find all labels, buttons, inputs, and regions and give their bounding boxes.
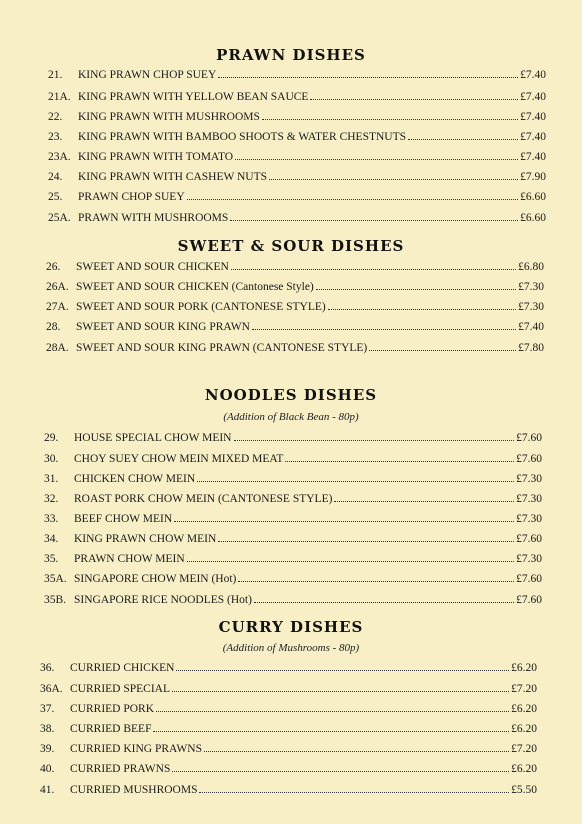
menu-item: [46, 319, 544, 335]
item-name: CURRIED BEEF: [70, 723, 152, 735]
item-price: £6.60: [520, 212, 546, 224]
section-title-sweet-sour: SWEET & SOUR DISHES: [177, 237, 405, 255]
dot-leader: [238, 571, 514, 582]
section-title-prawn: PRAWN DISHES: [216, 46, 366, 64]
item-price: £7.40: [520, 69, 546, 81]
dot-leader: [252, 319, 516, 330]
item-name: KING PRAWN WITH BAMBOO SHOOTS & WATER CHESTNUTS: [78, 131, 407, 143]
item-price: £5.50: [511, 784, 537, 796]
item-price: £7.30: [516, 493, 542, 505]
item-number: 27A.: [46, 301, 69, 313]
item-name: CURRIED PRAWNS: [70, 763, 171, 775]
item-name: CURRIED CHICKEN: [70, 662, 175, 674]
item-name: SWEET AND SOUR CHICKEN (Cantonese Style): [76, 281, 314, 293]
dot-leader: [269, 169, 518, 180]
dot-leader: [316, 279, 516, 290]
menu-item: [40, 721, 537, 737]
item-number: 29.: [44, 432, 59, 444]
dot-leader: [230, 210, 518, 221]
dot-leader: [328, 299, 516, 310]
item-name: KING PRAWN WITH TOMATO: [78, 151, 234, 163]
item-name: CURRIED PORK: [70, 703, 155, 715]
item-number: 26.: [46, 261, 61, 273]
dot-leader: [310, 89, 518, 100]
menu-item: [48, 189, 546, 205]
menu-item: [48, 210, 546, 226]
dot-leader: [197, 471, 514, 482]
section-title-curry: CURRY DISHES: [218, 618, 364, 636]
item-number: 35B.: [44, 594, 67, 606]
menu-item: [40, 761, 537, 777]
menu-item: [48, 129, 546, 145]
item-number: 23.: [48, 131, 63, 143]
dot-leader: [153, 721, 509, 732]
menu-item: [46, 340, 544, 356]
item-name: KING PRAWN CHOW MEIN: [74, 533, 217, 545]
item-price: £6.20: [511, 723, 537, 735]
item-name: SINGAPORE RICE NOODLES (Hot): [74, 594, 252, 606]
item-price: £7.40: [520, 91, 546, 103]
menu-item: [44, 592, 542, 608]
item-name: CURRIED MUSHROOMS: [70, 784, 198, 796]
item-price: £7.30: [518, 301, 544, 313]
item-price: £6.60: [520, 191, 546, 203]
item-number: 26A.: [46, 281, 69, 293]
item-number: 32.: [44, 493, 59, 505]
item-name: SWEET AND SOUR PORK (CANTONESE STYLE): [76, 301, 326, 313]
menu-item: [40, 660, 537, 676]
dot-leader: [234, 430, 515, 441]
item-name: KING PRAWN CHOP SUEY: [78, 69, 217, 81]
menu-item: [44, 471, 542, 487]
menu-item: [44, 491, 542, 507]
item-number: 34.: [44, 533, 59, 545]
item-name: HOUSE SPECIAL CHOW MEIN: [74, 432, 232, 444]
item-number: 24.: [48, 171, 63, 183]
item-price: £7.60: [516, 573, 542, 585]
item-price: £7.20: [511, 683, 537, 695]
item-name: ROAST PORK CHOW MEIN (CANTONESE STYLE): [74, 493, 333, 505]
dot-leader: [172, 761, 509, 772]
item-price: £7.60: [516, 432, 542, 444]
item-name: CHICKEN CHOW MEIN: [74, 473, 196, 485]
item-price: £7.40: [518, 321, 544, 333]
item-number: 39.: [40, 743, 55, 755]
item-price: £6.20: [511, 763, 537, 775]
dot-leader: [176, 660, 509, 671]
dot-leader: [285, 451, 514, 462]
menu-item: [48, 149, 546, 165]
menu-item: [44, 551, 542, 567]
item-price: £7.40: [520, 131, 546, 143]
item-number: 33.: [44, 513, 59, 525]
item-number: 41.: [40, 784, 55, 796]
item-number: 40.: [40, 763, 55, 775]
item-name: BEEF CHOW MEIN: [74, 513, 173, 525]
dot-leader: [369, 340, 516, 351]
menu-item: [46, 279, 544, 295]
item-number: 28A.: [46, 342, 69, 354]
item-name: PRAWN WITH MUSHROOMS: [78, 212, 229, 224]
dot-leader: [235, 149, 518, 160]
dot-leader: [174, 511, 514, 522]
item-price: £6.80: [518, 261, 544, 273]
menu-item: [48, 109, 546, 125]
item-number: 22.: [48, 111, 63, 123]
menu-item: [48, 67, 546, 83]
item-number: 36.: [40, 662, 55, 674]
dot-leader: [218, 531, 514, 542]
menu-item: [40, 741, 537, 757]
item-name: KING PRAWN WITH CASHEW NUTS: [78, 171, 268, 183]
item-price: £7.40: [520, 111, 546, 123]
item-number: 25.: [48, 191, 63, 203]
item-price: £7.30: [516, 553, 542, 565]
item-price: £7.60: [516, 594, 542, 606]
item-number: 25A.: [48, 212, 71, 224]
item-price: £7.20: [511, 743, 537, 755]
dot-leader: [199, 782, 509, 793]
item-name: SWEET AND SOUR CHICKEN: [76, 261, 229, 273]
menu-item: [46, 299, 544, 315]
menu-item: [48, 169, 546, 185]
item-number: 28.: [46, 321, 61, 333]
dot-leader: [156, 701, 509, 712]
dot-leader: [218, 67, 518, 78]
section-note-noodles: (Addition of Black Bean - 80p): [223, 411, 359, 423]
dot-leader: [187, 189, 518, 200]
item-price: £6.20: [511, 662, 537, 674]
menu-item: [44, 451, 542, 467]
item-price: £6.20: [511, 703, 537, 715]
item-price: £7.30: [518, 281, 544, 293]
item-number: 35.: [44, 553, 59, 565]
item-number: 21A.: [48, 91, 71, 103]
menu-item: [40, 782, 537, 798]
dot-leader: [172, 681, 509, 692]
item-name: KING PRAWN WITH MUSHROOMS: [78, 111, 260, 123]
item-price: £7.30: [516, 473, 542, 485]
dot-leader: [408, 129, 518, 140]
item-price: £7.60: [516, 453, 542, 465]
item-name: CHOY SUEY CHOW MEIN MIXED MEAT: [74, 453, 284, 465]
dot-leader: [262, 109, 518, 120]
item-name: PRAWN CHOP SUEY: [78, 191, 185, 203]
item-number: 38.: [40, 723, 55, 735]
menu-item: [40, 701, 537, 717]
dot-leader: [254, 592, 514, 603]
item-number: 23A.: [48, 151, 71, 163]
item-name: SINGAPORE CHOW MEIN (Hot): [74, 573, 237, 585]
item-name: PRAWN CHOW MEIN: [74, 553, 185, 565]
section-title-noodles: NOODLES DISHES: [204, 386, 378, 404]
item-name: CURRIED SPECIAL: [70, 683, 170, 695]
item-price: £7.40: [520, 151, 546, 163]
item-number: 35A.: [44, 573, 67, 585]
item-price: £7.30: [516, 513, 542, 525]
menu-item: [46, 259, 544, 275]
menu-item: [44, 511, 542, 527]
menu-item: [44, 531, 542, 547]
item-name: SWEET AND SOUR KING PRAWN: [76, 321, 250, 333]
item-price: £7.60: [516, 533, 542, 545]
dot-leader: [231, 259, 516, 270]
item-name: SWEET AND SOUR KING PRAWN (CANTONESE STYLE): [76, 342, 368, 354]
item-number: 31.: [44, 473, 59, 485]
item-price: £7.80: [518, 342, 544, 354]
item-name: KING PRAWN WITH YELLOW BEAN SAUCE: [78, 91, 309, 103]
menu-item: [48, 89, 546, 105]
menu-item: [44, 571, 542, 587]
dot-leader: [187, 551, 514, 562]
dot-leader: [334, 491, 514, 502]
item-number: 21.: [48, 69, 63, 81]
item-number: 37.: [40, 703, 55, 715]
item-name: CURRIED KING PRAWNS: [70, 743, 202, 755]
item-price: £7.90: [520, 171, 546, 183]
item-number: 30.: [44, 453, 59, 465]
section-note-curry: (Addition of Mushrooms - 80p): [222, 642, 360, 654]
dot-leader: [204, 741, 509, 752]
menu-item: [40, 681, 537, 697]
menu-item: [44, 430, 542, 446]
item-number: 36A.: [40, 683, 63, 695]
